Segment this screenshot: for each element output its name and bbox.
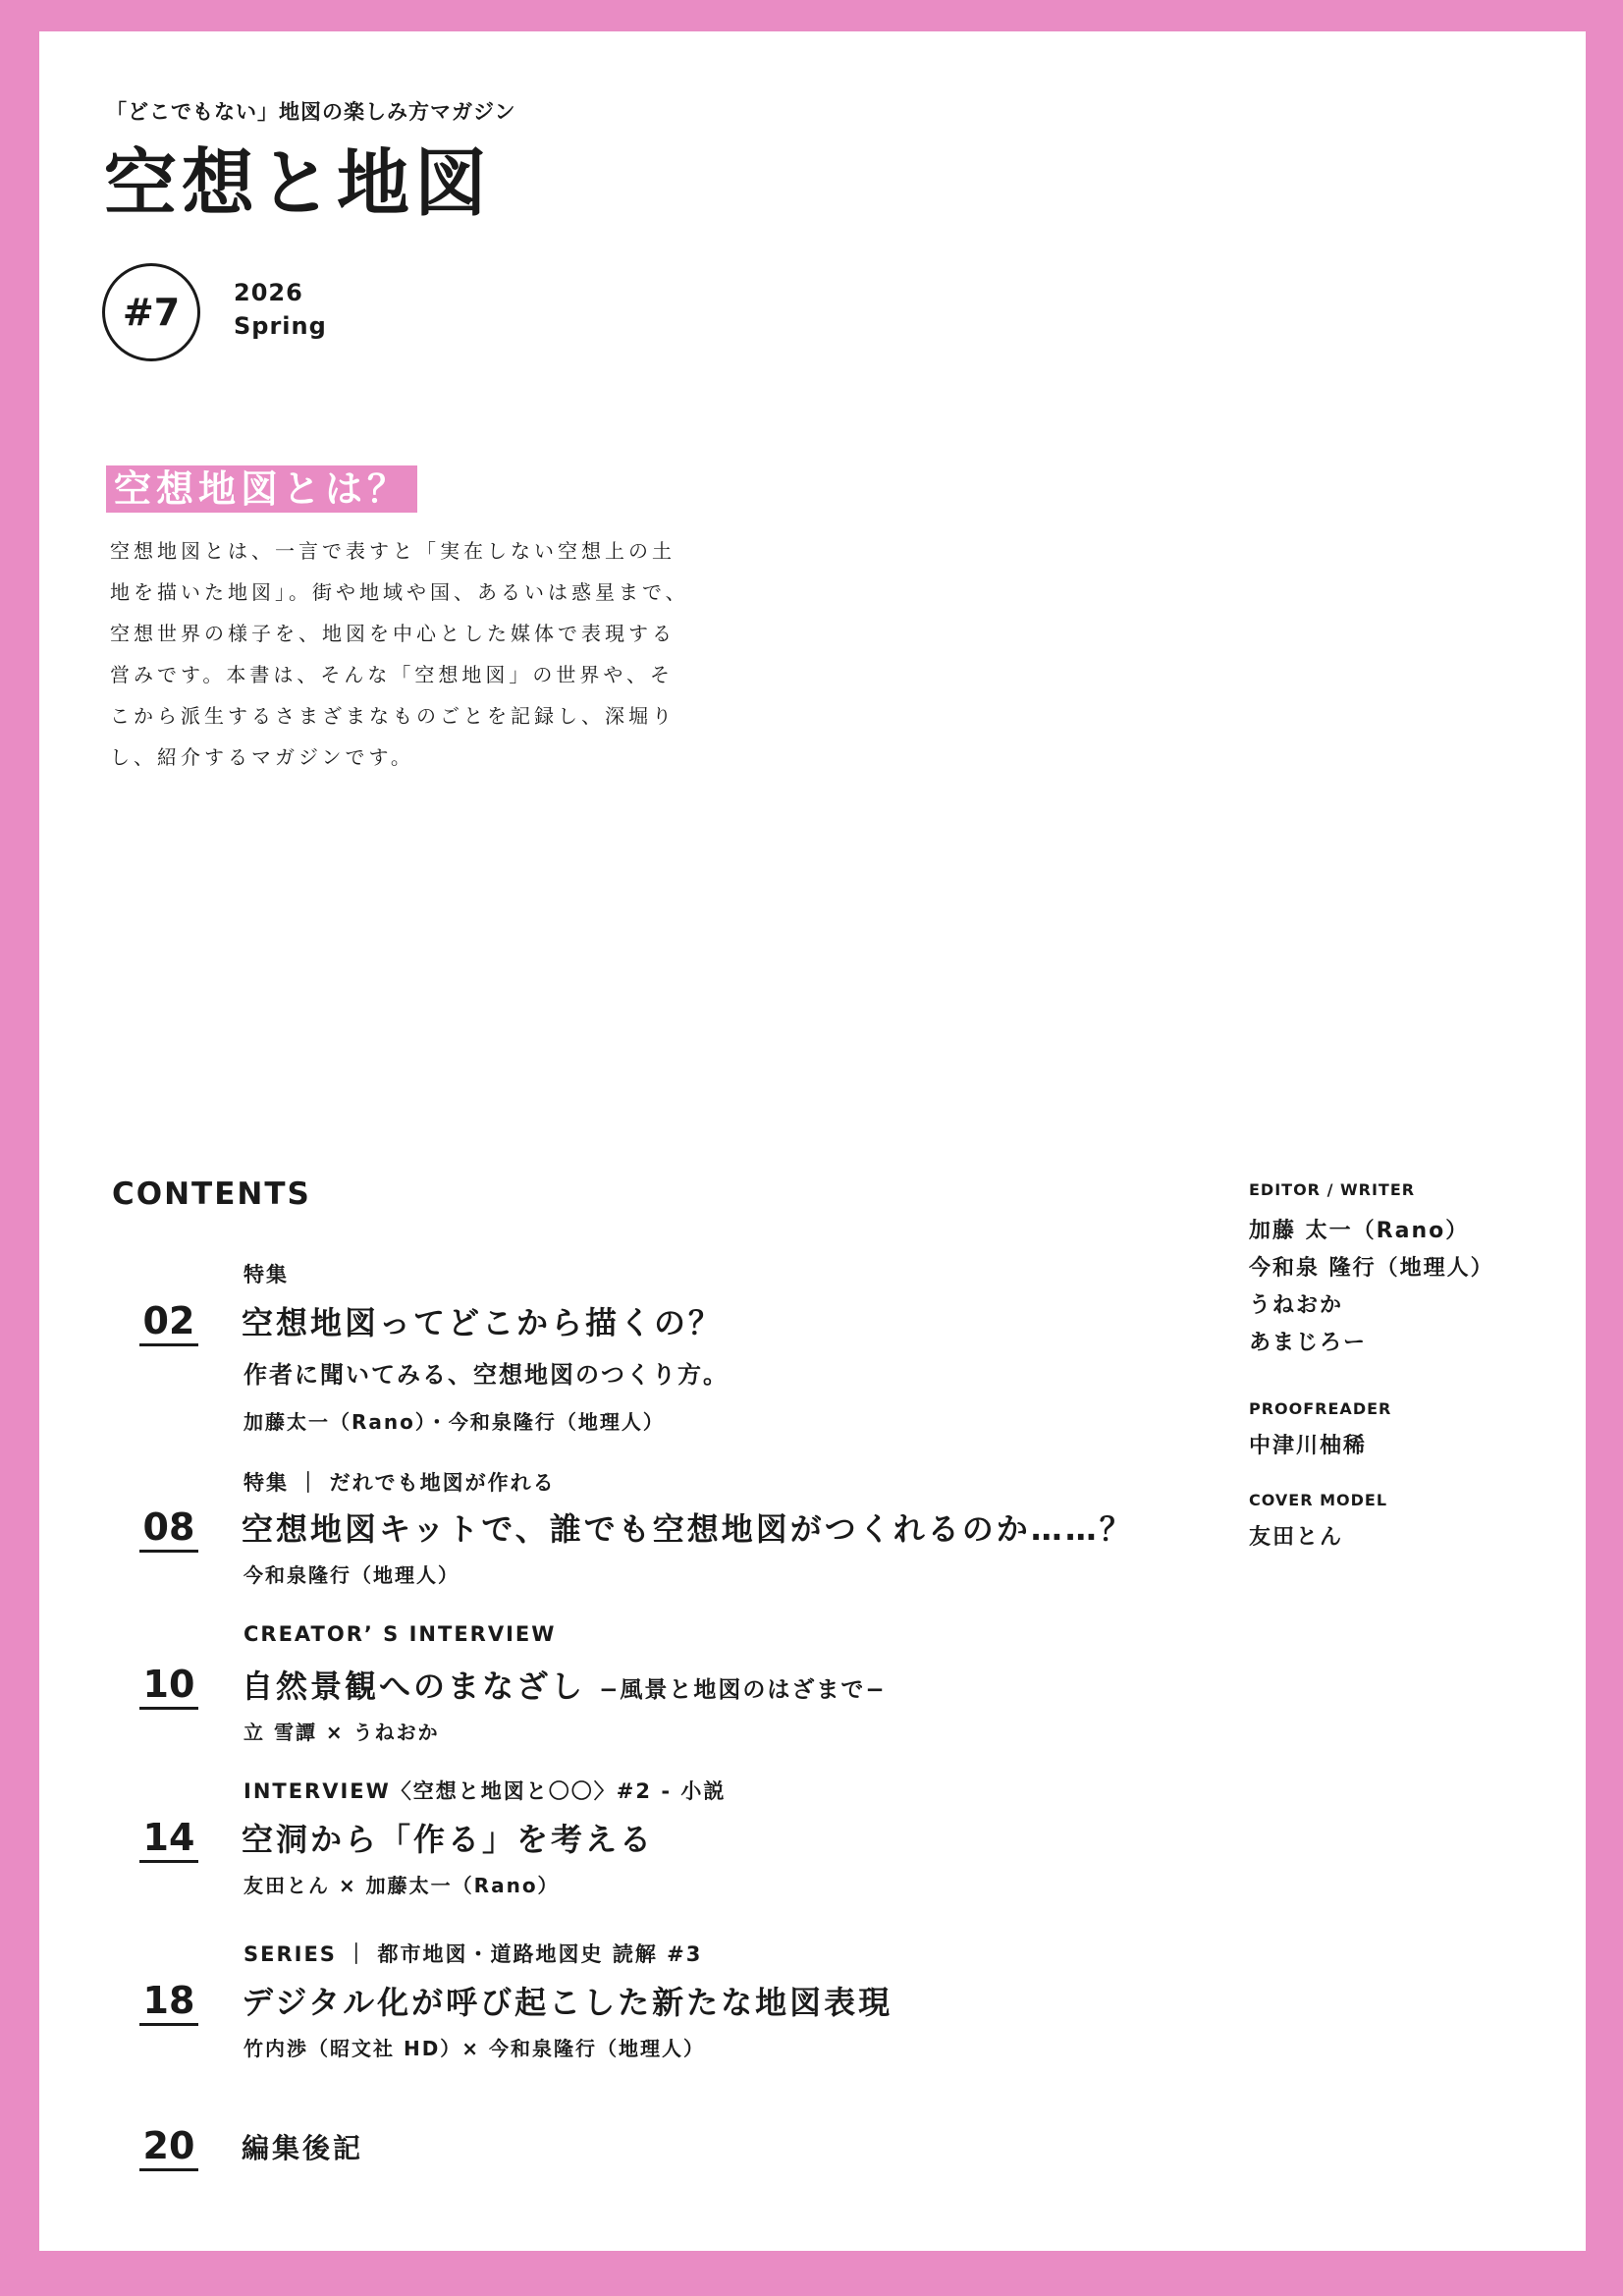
entry-headline-main: 自然景観へのまなざし [242, 1667, 586, 1705]
about-line: し、紹介するマガジンです。 [110, 745, 414, 769]
magazine-tagline: 「どこでもない」地図の楽しみ方マガジン [106, 100, 516, 124]
entry-authors: 友田とん × 加藤太一（Rano） [243, 1874, 560, 1897]
about-line: 営みです。本書は、そんな「空想地図」の世界や、そ [110, 663, 674, 686]
magazine-page [39, 31, 1586, 2251]
about-line: 空想世界の様子を、地図を中心とした媒体で表現する [110, 622, 676, 645]
entry-headline[interactable] [242, 1662, 887, 1707]
about-line: こから派生するさまざまなものごとを記録し、深堀り [110, 704, 676, 728]
about-heading: 空想地図とは？ [106, 465, 417, 513]
entry-page-number[interactable]: 14 [139, 1815, 198, 1863]
credits-block [1249, 1180, 1563, 1557]
entry-page-number[interactable]: 18 [139, 1978, 198, 2026]
entry-headline[interactable]: 空想地図ってどこから描くの？ [242, 1304, 724, 1341]
entry-authors: 今和泉隆行（地理人） [243, 1563, 460, 1587]
credit-cover-model-name: 友田とん [1249, 1525, 1344, 1550]
entry-headline[interactable]: 編集後記 [242, 2132, 364, 2164]
entry-headline[interactable]: 空洞から「作る」を考える [242, 1821, 655, 1858]
entry-headline[interactable]: デジタル化が呼び起こした新たな地図表現 [242, 1984, 893, 2021]
entry-headline-sub: −風景と地図のはざまで− [599, 1677, 887, 1703]
entry-page-number[interactable]: 08 [139, 1504, 198, 1553]
credit-proofreader-name: 中津川柚稀 [1249, 1434, 1368, 1458]
issue-number-badge [102, 263, 200, 361]
about-body [110, 530, 758, 778]
entry-subline: 作者に聞いてみる、空想地図のつくり方。 [243, 1361, 729, 1389]
magazine-title: 空想と地図 [104, 141, 492, 226]
entry-page-number[interactable]: 20 [139, 2123, 198, 2171]
about-line: 地を描いた地図」。街や地域や国、あるいは惑星まで、 [110, 580, 689, 604]
credit-editor-name: 今和泉 隆行（地理人） [1249, 1256, 1494, 1281]
credit-role-proofreader: PROOFREADER [1249, 1399, 1392, 1418]
entry-authors: 立 雪譚 × うねおか [243, 1721, 440, 1744]
credit-editor-name: あまじろー [1249, 1331, 1368, 1355]
entry-page-number[interactable]: 10 [139, 1662, 198, 1710]
entry-headline[interactable]: 空想地図キットで、誰でも空想地図がつくれるのか……？ [242, 1510, 1134, 1548]
credit-editor-name: うねおか [1249, 1293, 1344, 1318]
entry-kicker: 特集 ｜ だれでも地図が作れる [243, 1471, 556, 1495]
entry-kicker: INTERVIEW〈空想と地図と〇〇〉#2 - 小説 [243, 1779, 727, 1803]
entry-kicker: SERIES ｜ 都市地図・道路地図史 読解 #3 [243, 1942, 703, 1966]
credit-role-cover-model: COVER MODEL [1249, 1491, 1388, 1509]
entry-kicker: 特集 [243, 1263, 289, 1286]
issue-number: #7 [122, 291, 181, 334]
credit-role-editor: EDITOR / WRITER [1249, 1180, 1416, 1199]
entry-page-number[interactable]: 02 [139, 1298, 198, 1346]
entry-authors: 竹内渉（昭文社 HD）× 今和泉隆行（地理人） [243, 2037, 706, 2060]
issue-season: Spring [234, 312, 327, 340]
about-line: 空想地図とは、一言で表すと「実在しない空想上の土 [110, 539, 676, 563]
entry-kicker: CREATOR’ S INTERVIEW [243, 1622, 557, 1646]
entry-authors: 加藤太一（Rano）・今和泉隆行（地理人） [243, 1410, 665, 1434]
credit-editor-name: 加藤 太一（Rano） [1249, 1219, 1470, 1243]
contents-heading: CONTENTS [112, 1176, 311, 1212]
issue-year: 2026 [234, 279, 303, 306]
